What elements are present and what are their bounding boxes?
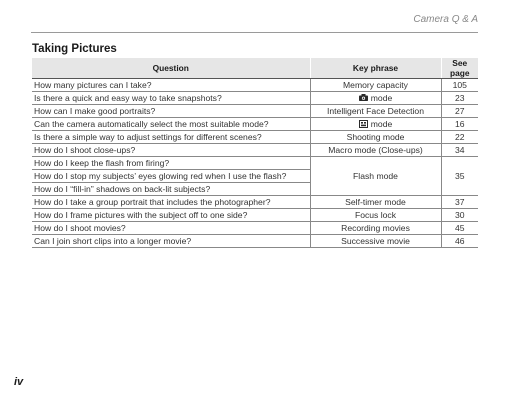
table-header-row xyxy=(32,58,478,79)
table-row xyxy=(32,157,478,170)
table-row xyxy=(32,196,478,209)
key-phrase-cell: Self-timer mode xyxy=(310,196,441,209)
question-cell: Is there a quick and easy way to take snapshots? xyxy=(32,92,310,105)
scene-recognition-icon xyxy=(359,120,368,128)
page-cell: 16 xyxy=(441,118,478,131)
camera-icon xyxy=(359,94,368,101)
key-phrase-cell xyxy=(310,118,441,131)
table-row xyxy=(32,92,478,105)
table-row xyxy=(32,118,478,131)
table-row xyxy=(32,79,478,92)
table-row xyxy=(32,131,478,144)
key-phrase-cell xyxy=(310,92,441,105)
page-cell: 46 xyxy=(441,235,478,248)
header-divider xyxy=(31,32,478,33)
key-phrase-cell: Recording movies xyxy=(310,222,441,235)
key-phrase-cell: Flash mode xyxy=(310,157,441,196)
qa-table xyxy=(32,58,478,248)
table-row xyxy=(32,209,478,222)
table-row xyxy=(32,105,478,118)
running-header: Camera Q & A xyxy=(413,14,478,25)
page-cell: 30 xyxy=(441,209,478,222)
key-phrase-text: mode xyxy=(370,93,393,103)
key-phrase-cell: Macro mode (Close-ups) xyxy=(310,144,441,157)
page-number: iv xyxy=(14,376,24,388)
section-title: Taking Pictures xyxy=(32,43,117,55)
page-cell: 35 xyxy=(441,157,478,196)
page-cell: 105 xyxy=(441,79,478,92)
column-header-key-phrase: Key phrase xyxy=(310,58,441,79)
page-cell: 45 xyxy=(441,222,478,235)
table-row xyxy=(32,235,478,248)
page-cell: 22 xyxy=(441,131,478,144)
key-phrase-cell: Intelligent Face Detection xyxy=(310,105,441,118)
key-phrase-cell: Focus lock xyxy=(310,209,441,222)
table-row xyxy=(32,144,478,157)
question-cell: How do I keep the flash from firing? xyxy=(32,157,310,170)
key-phrase-cell: Successive movie xyxy=(310,235,441,248)
page-cell: 27 xyxy=(441,105,478,118)
column-header-see-page: See page xyxy=(441,58,478,79)
question-cell: How can I make good portraits? xyxy=(32,105,310,118)
question-cell: How do I shoot close-ups? xyxy=(32,144,310,157)
question-cell: How many pictures can I take? xyxy=(32,79,310,92)
question-cell: How do I shoot movies? xyxy=(32,222,310,235)
page-cell: 34 xyxy=(441,144,478,157)
question-cell: How do I “fill-in” shadows on back-lit subjects? xyxy=(32,183,310,196)
key-phrase-cell: Shooting mode xyxy=(310,131,441,144)
question-cell: Can I join short clips into a longer movie? xyxy=(32,235,310,248)
question-cell: How do I frame pictures with the subject off to one side? xyxy=(32,209,310,222)
question-cell: How do I stop my subjects’ eyes glowing red when I use the flash? xyxy=(32,170,310,183)
question-cell: How do I take a group portrait that includes the photographer? xyxy=(32,196,310,209)
column-header-question: Question xyxy=(32,58,310,79)
question-cell: Is there a simple way to adjust settings for different scenes? xyxy=(32,131,310,144)
question-cell: Can the camera automatically select the most suitable mode? xyxy=(32,118,310,131)
page-cell: 23 xyxy=(441,92,478,105)
key-phrase-cell: Memory capacity xyxy=(310,79,441,92)
page-cell: 37 xyxy=(441,196,478,209)
key-phrase-text: mode xyxy=(370,119,393,129)
table-row xyxy=(32,222,478,235)
